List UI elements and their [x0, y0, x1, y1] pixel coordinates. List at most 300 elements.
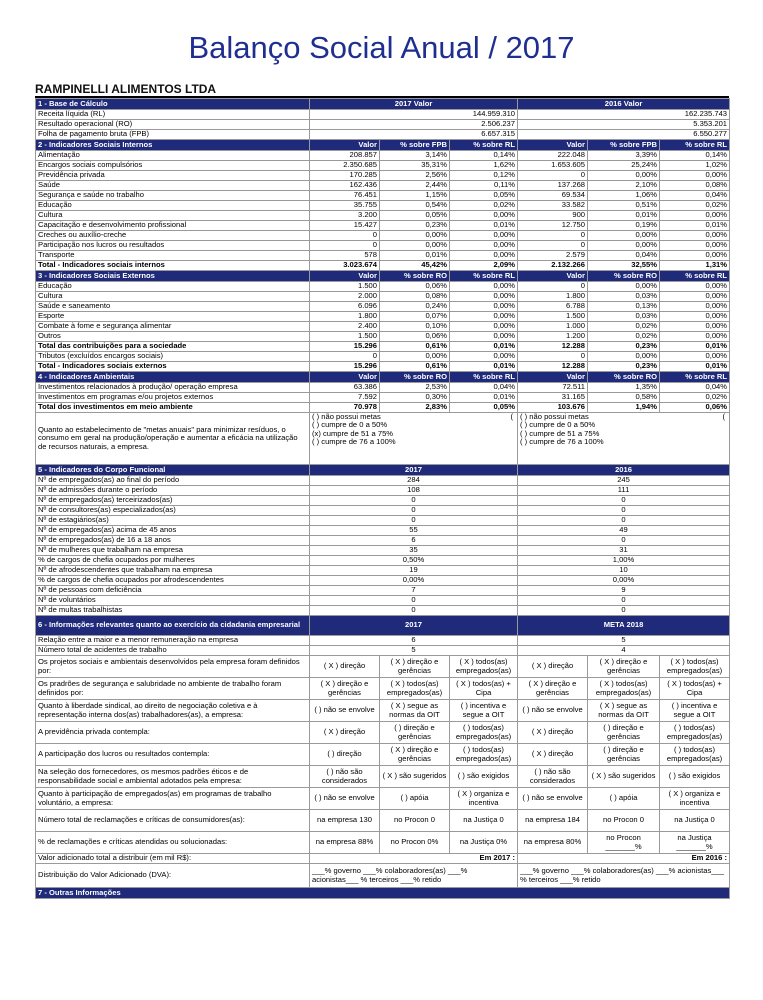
value-cell: 0,12% — [450, 171, 518, 181]
value-cell: 0 — [518, 282, 588, 292]
externos-row — [36, 322, 730, 332]
value-cell: 0,04% — [660, 191, 730, 201]
value-cell: 0 — [518, 506, 730, 516]
funcional-row — [36, 596, 730, 606]
value-cell: 1,94% — [588, 403, 660, 413]
option-cell: na Justiça 0 — [660, 810, 730, 832]
value-cell: 2,83% — [380, 403, 450, 413]
externos-total — [36, 362, 730, 372]
value-cell: 0,61% — [380, 362, 450, 372]
option-cell: ( ) não se envolve — [310, 788, 380, 810]
value-cell: 0,01% — [450, 221, 518, 231]
value-cell: 3,39% — [588, 151, 660, 161]
row-label: Alimentação — [36, 151, 310, 161]
row-label: Capacitação e desenvolvimento profissional — [36, 221, 310, 231]
metas-2017-options — [310, 413, 518, 465]
option-cell: ( ) todos(as) empregados(as) — [660, 722, 730, 744]
row-label: Cultura — [36, 292, 310, 302]
option-cell: ( ) direção e gerências — [588, 722, 660, 744]
row-label: Investimentos em programas e/ou projetos externos — [36, 393, 310, 403]
value-cell: 0 — [518, 496, 730, 506]
value-cell: 0,00% — [450, 241, 518, 251]
row-label: A participação dos lucros ou resultados contempla: — [36, 744, 310, 766]
value-cell: 0,02% — [660, 393, 730, 403]
value-cell: 1,15% — [380, 191, 450, 201]
cidadania-option-row — [36, 744, 730, 766]
value-cell: 0,14% — [450, 151, 518, 161]
column-header: Valor — [310, 271, 380, 282]
funcional-row — [36, 506, 730, 516]
value-cell: 162.235.743 — [518, 110, 730, 120]
value-cell: 2.506.237 — [310, 120, 518, 130]
row-label: Nº de mulheres que trabalham na empresa — [36, 546, 310, 556]
value-cell: 0,00% — [588, 231, 660, 241]
value-cell: 144.959.310 — [310, 110, 518, 120]
column-header: % sobre RO — [588, 372, 660, 383]
value-cell: 0,00% — [310, 576, 518, 586]
value-cell: 900 — [518, 211, 588, 221]
value-cell: 0 — [518, 536, 730, 546]
base-row — [36, 130, 730, 140]
value-cell: 12.288 — [518, 342, 588, 352]
value-cell: 108 — [310, 486, 518, 496]
value-cell: 0,06% — [380, 332, 450, 342]
row-label: Nº de empregados(as) terceirizados(as) — [36, 496, 310, 506]
value-cell: 0,00% — [450, 292, 518, 302]
row-label: Folha de pagamento bruta (FPB) — [36, 130, 310, 140]
row-label: Total - Indicadores sociais externos — [36, 362, 310, 372]
column-header: % sobre RL — [450, 372, 518, 383]
value-cell: 2,44% — [380, 181, 450, 191]
funcional-row — [36, 526, 730, 536]
externos-header — [36, 271, 730, 282]
value-cell: 1.800 — [310, 312, 380, 322]
row-label: Valor adicionado total a distribuir (em mil R$): — [36, 854, 310, 864]
value-cell: 0,00% — [660, 171, 730, 181]
value-cell: 0,13% — [588, 302, 660, 312]
metas-option: ( ) não possui metas — [520, 412, 589, 421]
value-cell: 0,00% — [660, 312, 730, 322]
column-header: % sobre RL — [660, 372, 730, 383]
value-cell: 2,56% — [380, 171, 450, 181]
value-cell: 0,00% — [660, 322, 730, 332]
paren-mark: ( — [722, 412, 726, 421]
value-cell: 0,00% — [588, 171, 660, 181]
externos-subtotal — [36, 342, 730, 352]
value-cell: 0,03% — [588, 292, 660, 302]
internos-row — [36, 231, 730, 241]
cidadania-simple-row — [36, 646, 730, 656]
option-cell: ( X ) direção e gerências — [380, 656, 450, 678]
funcional-row — [36, 516, 730, 526]
value-cell: 1.200 — [518, 332, 588, 342]
dist-row — [36, 864, 730, 888]
section-title: 7 - Outras Informações — [36, 888, 730, 899]
option-cell: ( ) não se envolve — [310, 700, 380, 722]
value-cell: 2.132.266 — [518, 261, 588, 271]
value-cell: 76.451 — [310, 191, 380, 201]
row-label: Quanto à liberdade sindical, ao direito de negociação coletiva e à representação interna dos(as) trabalhadores(as), a empresa: — [36, 700, 310, 722]
section-title: 3 - Indicadores Sociais Externos — [36, 271, 310, 282]
option-cell: ( ) todos(as) empregados(as) — [450, 744, 518, 766]
value-cell: 0,00% — [588, 241, 660, 251]
row-label: Resultado operacional (RO) — [36, 120, 310, 130]
value-cell: 0,19% — [588, 221, 660, 231]
ambientais-row — [36, 393, 730, 403]
cidadania-option-row — [36, 832, 730, 854]
value-cell: 32,55% — [588, 261, 660, 271]
value-cell: 0,01% — [660, 221, 730, 231]
ambientais-header — [36, 372, 730, 383]
value-cell: 0 — [310, 516, 518, 526]
value-cell: 0,00% — [660, 302, 730, 312]
value-cell: 1,62% — [450, 161, 518, 171]
column-header: Valor — [518, 140, 588, 151]
value-cell: 1,06% — [588, 191, 660, 201]
value-cell: 0 — [310, 506, 518, 516]
externos-row — [36, 312, 730, 322]
value-cell: Em 2017 : — [310, 854, 518, 864]
option-cell: ( X ) direção e gerências — [588, 656, 660, 678]
value-cell: 0,05% — [450, 191, 518, 201]
value-cell: 5 — [518, 636, 730, 646]
internos-row — [36, 191, 730, 201]
value-cell: 10 — [518, 566, 730, 576]
value-cell: 6.550.277 — [518, 130, 730, 140]
value-cell: 0,23% — [588, 342, 660, 352]
value-cell: 0 — [310, 596, 518, 606]
value-cell: 0,00% — [450, 332, 518, 342]
value-cell: 6.788 — [518, 302, 588, 312]
value-cell: 0,08% — [380, 292, 450, 302]
row-label: Nº de empregados(as) acima de 45 anos — [36, 526, 310, 536]
value-cell: 0,06% — [660, 403, 730, 413]
value-cell: 170.285 — [310, 171, 380, 181]
metas-row — [36, 413, 730, 465]
section-title: 6 - Informações relevantes quanto ao exercício da cidadania empresarial — [36, 616, 310, 636]
cidadania-option-row — [36, 656, 730, 678]
option-cell: ( X ) todos(as) empregados(as) — [380, 678, 450, 700]
value-cell: 4 — [518, 646, 730, 656]
value-cell: 137.268 — [518, 181, 588, 191]
internos-row — [36, 221, 730, 231]
value-cell: 1,02% — [660, 161, 730, 171]
row-label: % de reclamações e críticas atendidas ou solucionadas: — [36, 832, 310, 854]
option-cell: ( ) incentiva e segue a OIT — [450, 700, 518, 722]
value-cell: 0,00% — [588, 352, 660, 362]
row-label: Nº de multas trabalhistas — [36, 606, 310, 616]
value-cell: 222.048 — [518, 151, 588, 161]
row-label: Os projetos sociais e ambientais desenvolvidos pela empresa foram definidos por: — [36, 656, 310, 678]
column-header: Valor — [310, 372, 380, 383]
year-header: 2017 — [310, 465, 518, 476]
value-cell: ___% governo ___% colaboradores(as) ___% acionistas___ % terceiros ___% retido — [310, 864, 518, 888]
externos-tributos — [36, 352, 730, 362]
value-cell: 0,10% — [380, 322, 450, 332]
row-label: Cultura — [36, 211, 310, 221]
row-label: Saúde — [36, 181, 310, 191]
value-cell: 15.296 — [310, 342, 380, 352]
value-cell: 0,58% — [588, 393, 660, 403]
row-label: Tributos (excluídos encargos sociais) — [36, 352, 310, 362]
metas-option: ( ) não possui metas — [312, 412, 381, 421]
option-cell: no Procon 0 — [380, 810, 450, 832]
outras-header — [36, 888, 730, 899]
value-cell: 0,00% — [450, 322, 518, 332]
row-label: Quanto à participação de empregados(as) em programas de trabalho voluntário, a empresa: — [36, 788, 310, 810]
value-cell: 0,00% — [660, 251, 730, 261]
funcional-row — [36, 556, 730, 566]
row-label: Investimentos relacionados à produção/ operação empresa — [36, 383, 310, 393]
year-header: 2017 — [310, 616, 518, 636]
value-cell: 2.350.685 — [310, 161, 380, 171]
value-cell: 0,00% — [660, 282, 730, 292]
value-cell: 578 — [310, 251, 380, 261]
option-cell: ( ) todos(as) empregados(as) — [450, 722, 518, 744]
value-cell: 0,00% — [450, 231, 518, 241]
value-cell: 2.579 — [518, 251, 588, 261]
row-label: Previdência privada — [36, 171, 310, 181]
value-cell: 0,02% — [588, 322, 660, 332]
value-cell: 103.676 — [518, 403, 588, 413]
row-label: Educação — [36, 201, 310, 211]
internos-total — [36, 261, 730, 271]
value-cell: 2.000 — [310, 292, 380, 302]
value-cell: 0,14% — [660, 151, 730, 161]
option-cell: na empresa 130 — [310, 810, 380, 832]
row-label: Saúde e saneamento — [36, 302, 310, 312]
row-label: Nº de pessoas com deficiência — [36, 586, 310, 596]
value-cell: 0 — [310, 606, 518, 616]
row-label: Creches ou auxílio-creche — [36, 231, 310, 241]
value-cell: 0,04% — [450, 383, 518, 393]
column-header: % sobre RO — [380, 271, 450, 282]
value-cell: 0,00% — [660, 231, 730, 241]
value-cell: 12.750 — [518, 221, 588, 231]
value-cell: 0,00% — [660, 241, 730, 251]
value-cell: 0,00% — [450, 211, 518, 221]
value-cell: 15.427 — [310, 221, 380, 231]
value-cell: 0 — [518, 596, 730, 606]
funcional-row — [36, 486, 730, 496]
option-cell: ( X ) todos(as) + Cipa — [450, 678, 518, 700]
value-cell: 15.296 — [310, 362, 380, 372]
value-cell: 0,23% — [588, 362, 660, 372]
funcional-row — [36, 586, 730, 596]
base-row — [36, 110, 730, 120]
cidadania-option-row — [36, 788, 730, 810]
externos-row — [36, 332, 730, 342]
value-cell: 5.353.201 — [518, 120, 730, 130]
row-label: Distribuição do Valor Adicionado (DVA): — [36, 864, 310, 888]
option-cell: ( X ) direção e gerências — [518, 678, 588, 700]
ambientais-total — [36, 403, 730, 413]
value-cell: 0,00% — [660, 292, 730, 302]
value-cell: 5 — [310, 646, 518, 656]
option-cell: ( X ) são sugeridos — [380, 766, 450, 788]
option-cell: ( ) não são considerados — [518, 766, 588, 788]
value-cell: 1,35% — [588, 383, 660, 393]
funcional-row — [36, 496, 730, 506]
option-cell: ( ) incentiva e segue a OIT — [660, 700, 730, 722]
option-cell: ( X ) direção — [518, 744, 588, 766]
value-cell: 12.288 — [518, 362, 588, 372]
option-cell: ( ) não se envolve — [518, 700, 588, 722]
internos-row — [36, 181, 730, 191]
row-label: Nº de afrodescendentes que trabalham na empresa — [36, 566, 310, 576]
value-cell: 0,05% — [450, 403, 518, 413]
value-cell: 6.657.315 — [310, 130, 518, 140]
row-label: Transporte — [36, 251, 310, 261]
option-cell: no Procon 0% — [380, 832, 450, 854]
row-label: Nº de voluntários — [36, 596, 310, 606]
externos-row — [36, 282, 730, 292]
value-cell: 0,04% — [660, 383, 730, 393]
value-cell: 111 — [518, 486, 730, 496]
funcional-row — [36, 606, 730, 616]
funcional-row — [36, 536, 730, 546]
year-header: META 2018 — [518, 616, 730, 636]
row-label: Os pradrões de segurança e salubridade no ambiente de trabalho foram definidos por: — [36, 678, 310, 700]
value-cell: 0,01% — [450, 393, 518, 403]
value-cell: 6.096 — [310, 302, 380, 312]
value-cell: 45,42% — [380, 261, 450, 271]
value-cell: 1,31% — [660, 261, 730, 271]
section-title: 4 - Indicadores Ambientais — [36, 372, 310, 383]
column-header: Valor — [518, 271, 588, 282]
value-cell: 31.165 — [518, 393, 588, 403]
value-cell: 0 — [518, 516, 730, 526]
column-header: % sobre RO — [588, 271, 660, 282]
value-cell: Em 2016 : — [518, 854, 730, 864]
option-cell: ( ) são exigidos — [660, 766, 730, 788]
row-label: Relação entre a maior e a menor remuneração na empresa — [36, 636, 310, 646]
column-header: % sobre FPB — [380, 140, 450, 151]
value-cell: 0 — [518, 352, 588, 362]
value-cell: 7 — [310, 586, 518, 596]
row-label: % de cargos de chefia ocupados por mulheres — [36, 556, 310, 566]
internos-row — [36, 171, 730, 181]
option-cell: ( ) apóia — [588, 788, 660, 810]
metas-option: ( ) cumpre de 76 a 100% — [312, 437, 396, 447]
value-cell: 0,00% — [380, 352, 450, 362]
year-header: 2016 Valor — [518, 99, 730, 110]
value-cell: 0 — [310, 241, 380, 251]
internos-header — [36, 140, 730, 151]
row-label: Segurança e saúde no trabalho — [36, 191, 310, 201]
cidadania-option-row — [36, 678, 730, 700]
value-cell: 0 — [310, 352, 380, 362]
option-cell: ( X ) todos(as) + Cipa — [660, 678, 730, 700]
value-cell: 0 — [518, 171, 588, 181]
value-cell: 19 — [310, 566, 518, 576]
column-header: Valor — [518, 372, 588, 383]
funcional-row — [36, 566, 730, 576]
value-cell: 0,01% — [660, 342, 730, 352]
value-cell: 1.500 — [518, 312, 588, 322]
option-cell: ( ) são exigidos — [450, 766, 518, 788]
option-cell: ( X ) são sugeridos — [588, 766, 660, 788]
cidadania-option-row — [36, 766, 730, 788]
value-cell: 0,00% — [450, 312, 518, 322]
value-cell: 1,00% — [518, 556, 730, 566]
value-cell: 7.592 — [310, 393, 380, 403]
option-cell: ( X ) organiza e incentiva — [450, 788, 518, 810]
funcional-row — [36, 576, 730, 586]
internos-row — [36, 251, 730, 261]
row-label: Na seleção dos fornecedores, os mesmos padrões éticos e de responsabilidade social e ambiental adotados pela empresa: — [36, 766, 310, 788]
value-cell: 0,00% — [588, 282, 660, 292]
value-cell: 0,02% — [450, 201, 518, 211]
value-cell: 0,51% — [588, 201, 660, 211]
company-name: RAMPINELLI ALIMENTOS LTDA — [35, 82, 217, 96]
value-cell: 0,00% — [450, 302, 518, 312]
option-cell: ( X ) direção — [310, 722, 380, 744]
row-label: Educação — [36, 282, 310, 292]
row-label: Nº de empregados(as) ao final do período — [36, 476, 310, 486]
internos-row — [36, 201, 730, 211]
option-cell: ( ) não se envolve — [518, 788, 588, 810]
internos-row — [36, 241, 730, 251]
value-cell: 0 — [518, 606, 730, 616]
value-cell: 0,61% — [380, 342, 450, 352]
value-cell: 31 — [518, 546, 730, 556]
value-cell: 49 — [518, 526, 730, 536]
option-cell: ( X ) direção — [518, 656, 588, 678]
page-title: Balanço Social Anual / 2017 — [188, 30, 575, 65]
value-cell: 3.023.674 — [310, 261, 380, 271]
value-cell: 33.582 — [518, 201, 588, 211]
option-cell: ( ) todos(as) empregados(as) — [660, 744, 730, 766]
option-cell: na empresa 88% — [310, 832, 380, 854]
option-cell: ( X ) segue as normas da OIT — [588, 700, 660, 722]
value-cell: 0,01% — [660, 362, 730, 372]
value-cell: 35.755 — [310, 201, 380, 211]
value-cell: 0,04% — [588, 251, 660, 261]
value-cell: 284 — [310, 476, 518, 486]
row-label: Participação nos lucros ou resultados — [36, 241, 310, 251]
value-cell: 0,05% — [380, 211, 450, 221]
value-cell: 63.386 — [310, 383, 380, 393]
value-cell: 6 — [310, 636, 518, 646]
paren-mark: ( — [510, 412, 514, 421]
value-cell: 0 — [518, 231, 588, 241]
value-cell: 0 — [310, 496, 518, 506]
option-cell: ( X ) todos(as) empregados(as) — [660, 656, 730, 678]
option-cell: na empresa 80% — [518, 832, 588, 854]
option-cell: ( X ) todos(as) empregados(as) — [588, 678, 660, 700]
column-header: % sobre RL — [450, 271, 518, 282]
option-cell: ( ) direção e gerências — [588, 744, 660, 766]
cidadania-option-row — [36, 700, 730, 722]
value-cell: 3.200 — [310, 211, 380, 221]
value-cell: 0,01% — [450, 342, 518, 352]
externos-row — [36, 292, 730, 302]
row-label: A previdência privada contempla: — [36, 722, 310, 744]
value-cell: 1.000 — [518, 322, 588, 332]
value-cell: 0,24% — [380, 302, 450, 312]
balance-sheet-table — [35, 98, 730, 899]
option-cell: ( X ) segue as normas da OIT — [380, 700, 450, 722]
option-cell: no Procon 0 — [588, 810, 660, 832]
option-cell: ( X ) organiza e incentiva — [660, 788, 730, 810]
value-cell: 69.534 — [518, 191, 588, 201]
value-cell: 0,00% — [660, 332, 730, 342]
metas-option: ( ) cumpre de 76 a 100% — [520, 437, 604, 447]
value-cell: 0,50% — [310, 556, 518, 566]
base-row — [36, 120, 730, 130]
value-cell: 0 — [518, 241, 588, 251]
